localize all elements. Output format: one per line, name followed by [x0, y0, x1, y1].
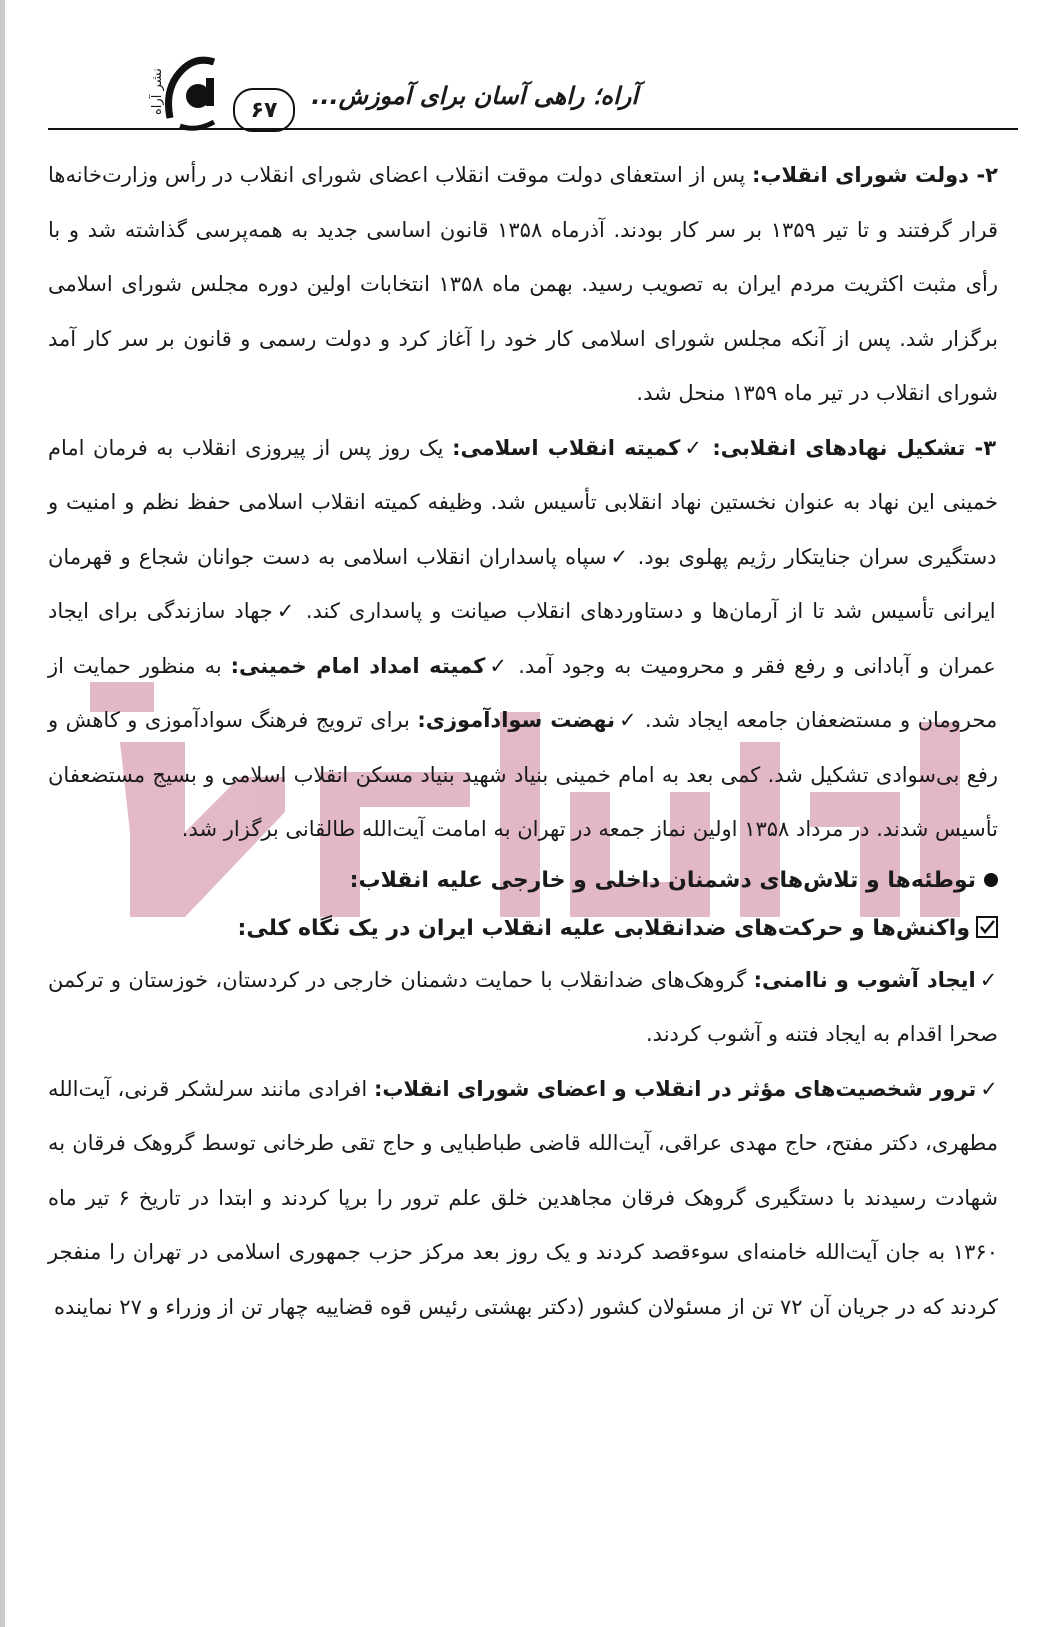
bullet-icon [984, 873, 998, 887]
paragraph-terror [48, 1062, 998, 1335]
item-text: گروهک‌های ضدانقلاب با حمایت دشمنان خارجی در کردستان، خوزستان و ترکمن صحرا اقدام به ایجاد فتنه و آشوب کردند. [48, 967, 998, 1046]
section-term: ۲- دولت شورای انقلاب: [752, 163, 998, 187]
heading-main: توطئه‌ها و تلاش‌های دشمنان داخلی و خارجی علیه انقلاب: [48, 857, 998, 905]
section-text: پس از استعفای دولت موقت انقلاب اعضای شورای انقلاب در رأس وزارت‌خانه‌ها قرار گرفتند و تا تیر ۱۳۵۹ بر سر کار بودند. آذرماه ۱۳۵۸ قانون اساسی جدید به همه‌پرسی گذاشته شد و با رأی مثبت اکثریت مردم ایران به تصویب رسید. بهمن ماه ۱۳۵۸ انتخابات اولین دوره مجلس شورای اسلامی برگزار شد. پس از آنکه مجلس شورای اسلامی کار خود را آغاز کرد و دولت رسمی و قانون بر سر کار آمد شورای انقلاب در تیر ماه ۱۳۵۹ منحل شد. [48, 163, 999, 405]
check-icon: ✓ [610, 544, 630, 569]
item-term: ترور شخصیت‌های مؤثر در انقلاب و اعضای شورای انقلاب: [373, 1076, 977, 1101]
header-rule [48, 128, 1018, 130]
item-text: افرادی مانند سرلشکر قرنی، آیت‌الله مطهری، دکتر مفتح، حاج مهدی عراقی، آیت‌الله قاضی طباطبایی و حاج تقی طرخانی توسط گروهک فرقان به شهادت رسیدند با دستگیری گروهک فرقان مجاهدین خلق علم ترور را برپا کردند و ابتدا در تاریخ ۶ تیر ماه ۱۳۶۰ به جان آیت‌الله خامنه‌ای سوءقصد کردند و یک روز بعد مرکز حزب جمهوری اسلامی در تهران را منفجر کردند که در جریان آن ۷۲ تن از مسئولان کشور (دکتر بهشتی رئیس قوه قضاییه چهار تن از وزراء و ۲۷ نماینده [48, 1076, 998, 1319]
paragraph-unrest [48, 953, 998, 1062]
item-text: سپاه پاسداران انقلاب اسلامی به دست جوانان شجاع و قهرمان ایرانی تأسیس شد تا از آرمان‌ها و دستاوردهای انقلاب صیانت و پاسداری کند. [48, 544, 996, 623]
scan-edge [0, 0, 5, 1627]
page-header [0, 0, 1038, 135]
item-term: کمیته انقلاب اسلامی: [452, 435, 681, 460]
paragraph-institutions [48, 421, 998, 857]
check-icon: ✓ [980, 1076, 998, 1101]
check-icon: ✓ [276, 599, 297, 623]
item-text: برای ترویج فرهنگ سوادآموزی و کاهش و رفع بی‌سوادی تشکیل شد. کمی بعد به امام خمینی بنیاد شهید بنیاد مسکن انقلاب اسلامی و بسیج مستضعفان تأسیس شدند. در مرداد ۱۳۵۸ اولین نماز جمعه در تهران به امامت آیت‌الله طالقانی برگزار شد. [48, 708, 998, 841]
item-text: به منظور حمایت از محرومان و مستضعفان جامعه ایجاد شد. [48, 653, 998, 732]
publisher-vertical-label: نشر آراه [150, 68, 165, 115]
content [48, 148, 998, 1334]
item-term: ایجاد آشوب و ناامنی: [753, 967, 976, 992]
check-icon: ✓ [618, 708, 638, 732]
check-icon: ✓ [489, 653, 510, 678]
paragraph-shura [48, 148, 998, 421]
item-term: نهضت سوادآموزی: [417, 708, 615, 732]
checkbox-icon [976, 916, 998, 938]
check-icon: ✓ [979, 967, 998, 992]
heading-sub: واکنش‌ها و حرکت‌های ضدانقلابی علیه انقلاب ایران در یک نگاه کلی: [48, 905, 998, 953]
item-text: جهاد سازندگی برای ایجاد عمران و آبادانی و رفع فقر و محرومیت به وجود آمد. [48, 599, 996, 678]
publisher-logo-icon [162, 48, 224, 134]
page-number: ۶۷ [233, 88, 295, 132]
check-icon: ✓ [684, 435, 704, 460]
running-title: آراه؛ راهی آسان برای آموزش... [311, 82, 638, 110]
item-text: یک روز پس از پیروزی انقلاب به فرمان امام خمینی این نهاد به عنوان نخستین نهاد انقلابی تأسیس شد. وظیفه کمیته انقلاب اسلامی حفظ نظم و امنیت و دستگیری سران جنایتکار رژیم پهلوی بود. [48, 435, 998, 569]
item-term: کمیته امداد امام خمینی: [230, 653, 486, 678]
section-term: ۳- تشکیل نهادهای انقلابی: [712, 435, 997, 460]
